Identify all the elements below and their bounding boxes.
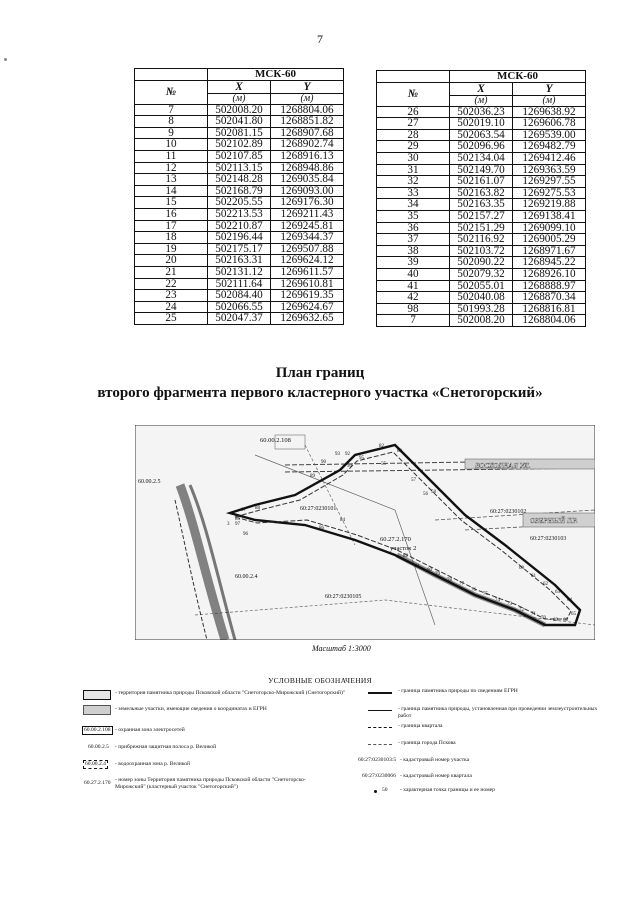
legend-code-plot-number: 60:27:0230103:5: [358, 757, 397, 763]
table-row: [135, 266, 344, 278]
legend-text-plot-number: - кадастровый номер участка: [400, 757, 470, 763]
legend-text-power-zone: - охранная зона электросетей: [115, 727, 185, 733]
y-coordinate-cell: 1268851.82: [271, 116, 344, 128]
table-row: [135, 197, 344, 209]
boundary-point-label: 97: [235, 522, 240, 527]
x-coordinate-cell: 502134.04: [450, 152, 513, 164]
table-row: [377, 268, 586, 280]
table-row: [135, 116, 344, 128]
legend-text-zone-number: - номер зоны Территория памятника природы Псковской области "Снетогорско-Мирожский" (кластерный участок "Снетогорский"): [115, 777, 306, 790]
point-number-cell: 20: [135, 255, 208, 267]
point-number-cell: 21: [135, 266, 208, 278]
point-number-cell: 36: [377, 222, 450, 234]
point-number-cell: 13: [135, 174, 208, 186]
boundary-point-label: 56: [423, 492, 428, 497]
table-row: [135, 243, 344, 255]
point-number-cell: 98: [377, 303, 450, 315]
point-number-cell: 27: [377, 118, 450, 130]
point-number-cell: 19: [135, 243, 208, 255]
x-coordinate-cell: 502090.22: [450, 257, 513, 269]
boundary-point-label: 74: [495, 598, 500, 603]
col-x-header: X: [208, 80, 271, 93]
point-number-cell: 24: [135, 301, 208, 313]
point-number-cell: 28: [377, 129, 450, 141]
x-coordinate-cell: 502196.44: [208, 232, 271, 244]
coord-system-label: МСК-60: [208, 69, 344, 81]
plan-title: План границ: [275, 365, 365, 381]
y-coordinate-cell: 1269632.65: [271, 313, 344, 325]
legend-symbol-survey-boundary: [368, 710, 392, 711]
x-coordinate-cell: 502107.85: [208, 150, 271, 162]
map-label-quarter-105: 60:27:0230105: [325, 594, 362, 600]
y-coordinate-cell: 1269482.79: [513, 141, 586, 153]
y-coordinate-cell: 1269093.00: [271, 185, 344, 197]
y-coordinate-cell: 1268870.34: [513, 292, 586, 304]
x-coordinate-cell: 502163.82: [450, 187, 513, 199]
col-y-unit: (м): [271, 93, 344, 104]
boundary-map: [135, 425, 595, 640]
y-coordinate-cell: 1269211.43: [271, 208, 344, 220]
x-coordinate-cell: 502213.53: [208, 208, 271, 220]
point-number-cell: 29: [377, 141, 450, 153]
map-label-zone-170: 60.27.2.170: [380, 536, 411, 543]
col-y-header: Y: [513, 82, 586, 95]
y-coordinate-cell: 1268971.67: [513, 245, 586, 257]
boundary-point-label: 82: [403, 554, 408, 559]
table-row: [135, 208, 344, 220]
table-row: [377, 315, 586, 327]
table-row: [135, 232, 344, 244]
point-number-cell: 40: [377, 268, 450, 280]
y-coordinate-cell: 1268888.97: [513, 280, 586, 292]
point-number-cell: 34: [377, 199, 450, 211]
boundary-point-label: 87: [241, 508, 246, 513]
table-row: [135, 220, 344, 232]
x-coordinate-cell: 502055.01: [450, 280, 513, 292]
point-number-cell: 41: [377, 280, 450, 292]
boundary-point-label: 92: [345, 452, 350, 457]
boundary-point-label: 70: [541, 616, 546, 621]
col-number-header: №: [377, 82, 450, 106]
legend-text-point: - характерная точка границы и ее номер: [400, 787, 495, 793]
y-coordinate-cell: 1268916.13: [271, 150, 344, 162]
legend-code-quarter-number: 60:27:0230066: [362, 773, 396, 779]
table-body-left: [135, 104, 344, 324]
table-row: [135, 162, 344, 174]
legend-title: УСЛОВНЫЕ ОБОЗНАЧЕНИЯ: [268, 676, 372, 685]
point-number-cell: 11: [135, 150, 208, 162]
table-row: [377, 222, 586, 234]
table-row: [135, 174, 344, 186]
y-coordinate-cell: 1269619.35: [271, 290, 344, 302]
table-row: [377, 129, 586, 141]
y-coordinate-cell: 1269035.84: [271, 174, 344, 186]
legend-symbol-quarter-boundary: [368, 727, 392, 728]
point-number-cell: 12: [135, 162, 208, 174]
legend-symbol-registered-plots: [83, 705, 111, 715]
boundary-point-label: 93: [335, 452, 340, 457]
table-row: [135, 301, 344, 313]
y-coordinate-cell: 1269624.67: [271, 301, 344, 313]
map-scale: Масштаб 1:3000: [312, 644, 371, 653]
x-coordinate-cell: 502149.70: [450, 164, 513, 176]
y-coordinate-cell: 1269611.57: [271, 266, 344, 278]
table-row: [377, 292, 586, 304]
y-coordinate-cell: 1269624.12: [271, 255, 344, 267]
legend-symbol-territory: [83, 690, 111, 700]
y-coordinate-cell: 1269610.81: [271, 278, 344, 290]
boundary-point-label: 71: [531, 612, 536, 617]
legend-code-zone-5: 60.00.2.5: [88, 744, 109, 750]
table-row: [135, 104, 344, 116]
x-coordinate-cell: 502168.79: [208, 185, 271, 197]
x-coordinate-cell: 502008.20: [208, 104, 271, 116]
boundary-point-label: 75: [483, 592, 488, 597]
boundary-point-label: 73: [507, 602, 512, 607]
boundary-point-label: 64: [567, 598, 572, 603]
x-coordinate-cell: 502096.96: [450, 141, 513, 153]
table-row: [377, 164, 586, 176]
point-number-cell: 14: [135, 185, 208, 197]
table-row: [377, 280, 586, 292]
table-row: [377, 199, 586, 211]
y-coordinate-cell: 1269176.30: [271, 197, 344, 209]
table-row: [377, 152, 586, 164]
boundary-point-label: 89: [310, 474, 315, 479]
boundary-point-label: 60: [519, 566, 524, 571]
table-row: [377, 106, 586, 118]
legend-code-zone-108: 60.00.2.108: [84, 727, 111, 733]
point-number-cell: 9: [135, 127, 208, 139]
col-x-unit: (м): [208, 93, 271, 104]
legend-symbol-egrn-boundary: [368, 692, 392, 694]
table-row: [377, 245, 586, 257]
boundary-point-label: 57: [411, 478, 416, 483]
y-coordinate-cell: 1269275.53: [513, 187, 586, 199]
y-coordinate-cell: 1268945.22: [513, 257, 586, 269]
y-coordinate-cell: 1269344.37: [271, 232, 344, 244]
x-coordinate-cell: 502163.35: [450, 199, 513, 211]
table-row: [135, 185, 344, 197]
x-coordinate-cell: 502175.17: [208, 243, 271, 255]
x-coordinate-cell: 502040.08: [450, 292, 513, 304]
x-coordinate-cell: 502081.15: [208, 127, 271, 139]
point-number-cell: 33: [377, 187, 450, 199]
point-number-cell: 8: [135, 116, 208, 128]
boundary-point-label: 81: [415, 564, 420, 569]
x-coordinate-cell: 501993.28: [450, 303, 513, 315]
point-number-cell: 7: [377, 315, 450, 327]
table-row: [377, 234, 586, 246]
boundary-point-label: 86: [319, 526, 324, 531]
x-coordinate-cell: 502163.31: [208, 255, 271, 267]
x-coordinate-cell: 502148.28: [208, 174, 271, 186]
boundary-point-label: 82: [379, 444, 384, 449]
boundary-point-label: 62: [543, 582, 548, 587]
y-coordinate-cell: 1269005.29: [513, 234, 586, 246]
map-label-street: ВОСХОДНАЯ УЛ.: [475, 462, 531, 470]
table-row: [135, 255, 344, 267]
table-row: [377, 210, 586, 222]
x-coordinate-cell: 502113.15: [208, 162, 271, 174]
legend-symbol-city-boundary: [368, 744, 392, 745]
boundary-point-label: 80: [427, 568, 432, 573]
point-number-cell: 30: [377, 152, 450, 164]
x-coordinate-cell: 502111.64: [208, 278, 271, 290]
y-coordinate-cell: 1269219.88: [513, 199, 586, 211]
point-number-cell: 35: [377, 210, 450, 222]
x-coordinate-cell: 502157.27: [450, 210, 513, 222]
y-coordinate-cell: 1269606.78: [513, 118, 586, 130]
y-coordinate-cell: 1269507.88: [271, 243, 344, 255]
legend-text-water-zone: - водоохранная зона р. Великой: [115, 761, 190, 767]
legend-text-quarter-boundary: - граница квартала: [398, 723, 443, 729]
x-coordinate-cell: 502008.20: [450, 315, 513, 327]
boundary-point-label: 76: [471, 588, 476, 593]
boundary-point-label: 3: [227, 522, 230, 527]
table-row: [135, 313, 344, 325]
map-label-quarter-102: 60:27:0230102: [490, 509, 527, 515]
y-coordinate-cell: 1268902.74: [271, 139, 344, 151]
boundary-point-label: 84: [340, 518, 345, 523]
point-number-cell: 18: [135, 232, 208, 244]
x-coordinate-cell: 502102.89: [208, 139, 271, 151]
x-coordinate-cell: 502047.37: [208, 313, 271, 325]
y-coordinate-cell: 1268816.81: [513, 303, 586, 315]
table-row: [135, 150, 344, 162]
x-coordinate-cell: 502036.23: [450, 106, 513, 118]
y-coordinate-cell: 1269245.81: [271, 220, 344, 232]
boundary-point-label: 79: [435, 572, 440, 577]
point-number-cell: 39: [377, 257, 450, 269]
x-coordinate-cell: 502079.32: [450, 268, 513, 280]
point-number-cell: 37: [377, 234, 450, 246]
boundary-point-label: 72: [519, 608, 524, 613]
map-label-zone-108: 60.00.2.108: [260, 437, 291, 444]
point-number-cell: 10: [135, 139, 208, 151]
map-label-zone-4: 60.00.2.4: [235, 574, 258, 580]
x-coordinate-cell: 502063.54: [450, 129, 513, 141]
map-label-quarter-103: 60:27:0230103: [530, 536, 567, 542]
point-number-cell: 7: [135, 104, 208, 116]
col-y-header: Y: [271, 80, 344, 93]
boundary-point-label: 83: [397, 449, 402, 454]
y-coordinate-cell: 1269099.10: [513, 222, 586, 234]
boundary-point-label: 94: [347, 464, 352, 469]
boundary-point-label: 61: [531, 574, 536, 579]
boundary-point-label: 69: [553, 618, 558, 623]
y-coordinate-cell: 1268948.86: [271, 162, 344, 174]
legend-text-quarter-number: - кадастровый номер квартала: [400, 773, 472, 779]
coordinates-table-left: [134, 68, 344, 325]
point-number-cell: 32: [377, 176, 450, 188]
plan-subtitle: второго фрагмента первого кластерного участка «Снетогорский»: [97, 385, 543, 401]
x-coordinate-cell: 502161.07: [450, 176, 513, 188]
x-coordinate-cell: 502019.10: [450, 118, 513, 130]
point-number-cell: 38: [377, 245, 450, 257]
y-coordinate-cell: 1268804.06: [271, 104, 344, 116]
boundary-point-label: 55: [381, 462, 386, 467]
boundary-point-label: 77: [459, 582, 464, 587]
table-row: [377, 176, 586, 188]
point-number-cell: 22: [135, 278, 208, 290]
boundary-point-label: 90: [321, 460, 326, 465]
y-coordinate-cell: 1269638.92: [513, 106, 586, 118]
y-coordinate-cell: 1269138.41: [513, 210, 586, 222]
point-number-cell: 31: [377, 164, 450, 176]
y-coordinate-cell: 1269412.46: [513, 152, 586, 164]
y-coordinate-cell: 1268804.06: [513, 315, 586, 327]
x-coordinate-cell: 502103.72: [450, 245, 513, 257]
table-row: [135, 127, 344, 139]
x-coordinate-cell: 502151.29: [450, 222, 513, 234]
table-row: [377, 257, 586, 269]
boundary-point-label: 58: [431, 490, 436, 495]
col-x-unit: (м): [450, 95, 513, 106]
legend-text-registered-plots: - земельные участки, имеющие сведения о координатах в ЕГРН: [115, 706, 267, 712]
y-coordinate-cell: 1269297.55: [513, 176, 586, 188]
y-coordinate-cell: 1268926.10: [513, 268, 586, 280]
col-y-unit: (м): [513, 95, 586, 106]
point-number-cell: 26: [377, 106, 450, 118]
map-label-quarter-101: 60:27:0230101: [300, 506, 337, 512]
boundary-point-label: 68: [563, 618, 568, 623]
table-row: [377, 118, 586, 130]
boundary-point-label: 88: [255, 506, 260, 511]
legend-text-shore-strip: - прибрежная защитная полоса р. Великой: [115, 744, 217, 750]
boundary-point-label: 85: [235, 517, 240, 522]
col-number-header: №: [135, 80, 208, 104]
x-coordinate-cell: 502205.55: [208, 197, 271, 209]
map-label-zone-5: 60.00.2.5: [138, 479, 161, 485]
boundary-point-label: 96: [243, 532, 248, 537]
boundary-point-label: 63: [555, 590, 560, 595]
y-coordinate-cell: 1269539.00: [513, 129, 586, 141]
table-row: [377, 141, 586, 153]
legend-code-zone-4: 60.00.2.4: [85, 761, 106, 767]
x-coordinate-cell: 502066.55: [208, 301, 271, 313]
table-row: [135, 290, 344, 302]
point-number-cell: 15: [135, 197, 208, 209]
legend-code-zone-170: 60.27.2.170: [84, 780, 111, 786]
table-row: [135, 278, 344, 290]
point-number-cell: 42: [377, 292, 450, 304]
point-number-cell: 17: [135, 220, 208, 232]
coord-system-label: МСК-60: [450, 71, 586, 83]
legend-text-territory: - территория памятника природы Псковской области "Снетогорско-Мирожский (Снетогорский)": [115, 690, 346, 696]
x-coordinate-cell: 502131.12: [208, 266, 271, 278]
legend-text-survey-boundary: - граница памятника природы, установленная при проведении землеустроительных работ: [398, 706, 598, 719]
map-frame: [135, 425, 595, 640]
table-row: [377, 303, 586, 315]
boundary-point-label: 65: [571, 612, 576, 617]
x-coordinate-cell: 502041.80: [208, 116, 271, 128]
coordinates-table-right: [376, 70, 586, 327]
legend-text-city-boundary: - граница города Пскова: [398, 740, 456, 746]
point-number-cell: 25: [135, 313, 208, 325]
x-coordinate-cell: 502116.92: [450, 234, 513, 246]
scan-speck: [4, 58, 7, 61]
legend-text-egrn-boundary: - граница памятника природы по сведениям ЕГРН: [398, 688, 518, 694]
legend-symbol-point: [374, 790, 377, 793]
map-label-plot-2: участок 2: [390, 545, 417, 552]
table-row: [377, 187, 586, 199]
legend-code-point: 50: [382, 787, 388, 793]
y-coordinate-cell: 1268907.68: [271, 127, 344, 139]
point-number-cell: 23: [135, 290, 208, 302]
x-coordinate-cell: 502210.87: [208, 220, 271, 232]
point-number-cell: 16: [135, 208, 208, 220]
table-body-right: [377, 106, 586, 326]
col-x-header: X: [450, 82, 513, 95]
boundary-point-label: 95: [359, 456, 364, 461]
x-coordinate-cell: 502084.40: [208, 290, 271, 302]
boundary-point-label: 78: [447, 578, 452, 583]
page-number: 7: [317, 32, 323, 46]
y-coordinate-cell: 1269363.59: [513, 164, 586, 176]
map-label-avenue: ОЗЕРНЫЙ ПР.: [530, 517, 578, 525]
table-row: [135, 139, 344, 151]
